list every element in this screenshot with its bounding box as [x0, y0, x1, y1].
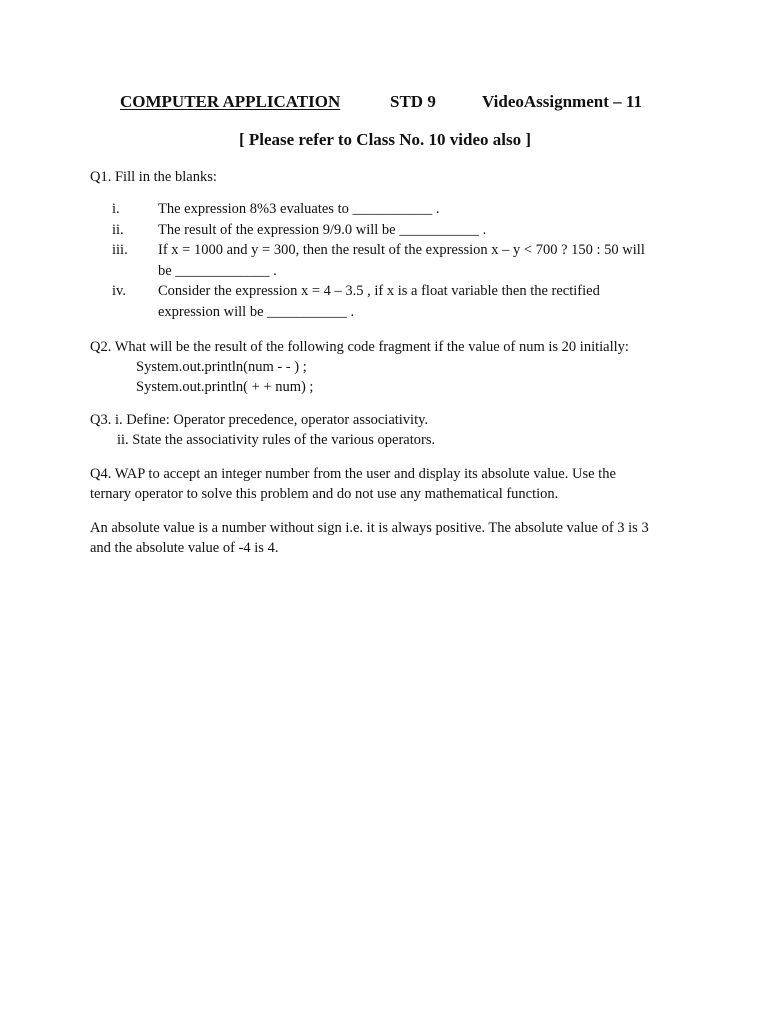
paragraph-line-2: and the absolute value of -4 is 4.: [90, 540, 279, 556]
list-item: [90, 199, 690, 220]
item-number: iii.: [112, 242, 128, 258]
question-3: [90, 410, 690, 450]
item-number: ii.: [112, 221, 124, 238]
item-text: If x = 1000 and y = 300, then the result of the expression x – y < 700 ? 150 : 50 will: [158, 242, 645, 258]
question-2-title: Q2. What will be the result of the following code fragment if the value of num is 20 initially:: [90, 339, 629, 355]
list-item: [90, 281, 690, 322]
list-item: [90, 220, 690, 241]
item-text: Consider the expression x = 4 – 3.5 , if x is a float variable then the rectified: [158, 283, 600, 299]
item-number: i.: [112, 201, 120, 217]
assignment-label: VideoAssignment – 11: [482, 92, 642, 111]
item-number: iv.: [112, 283, 126, 299]
item-text-continued: be _____________ .: [158, 262, 277, 279]
list-item: [90, 240, 690, 281]
question-4-line-1: Q4. WAP to accept an integer number from the user and display its absolute value. Use the: [90, 466, 616, 482]
question-3-line-1: Q3. i. Define: Operator precedence, operator associativity.: [90, 412, 429, 428]
code-line: System.out.println( + + num) ;: [136, 379, 314, 395]
absolute-value-paragraph: [90, 518, 680, 558]
code-line: System.out.println(num - - ) ;: [136, 359, 307, 375]
standard-label: STD 9: [390, 92, 436, 111]
item-text: The expression 8%3 evaluates to ___________ .: [158, 201, 440, 217]
question-2: [90, 337, 690, 397]
question-1-title: Q1. Fill in the blanks:: [90, 169, 217, 185]
reference-note: [ Please refer to Class No. 10 video also ]: [238, 130, 532, 149]
question-4: [90, 464, 680, 504]
paragraph-line-1: An absolute value is a number without sign i.e. it is always positive. The absolute value of 3 is 3: [90, 520, 649, 536]
question-4-line-2: ternary operator to solve this problem and do not use any mathematical function.: [90, 486, 559, 502]
document-header: [0, 92, 770, 116]
fill-in-blanks-list: [90, 199, 690, 322]
item-text: The result of the expression 9/9.0 will be ___________ .: [158, 221, 487, 238]
item-text-continued: expression will be ___________ .: [158, 303, 355, 320]
question-3-line-2: ii. State the associativity rules of the various operators.: [117, 432, 436, 448]
subject-title: COMPUTER APPLICATION: [120, 92, 341, 111]
